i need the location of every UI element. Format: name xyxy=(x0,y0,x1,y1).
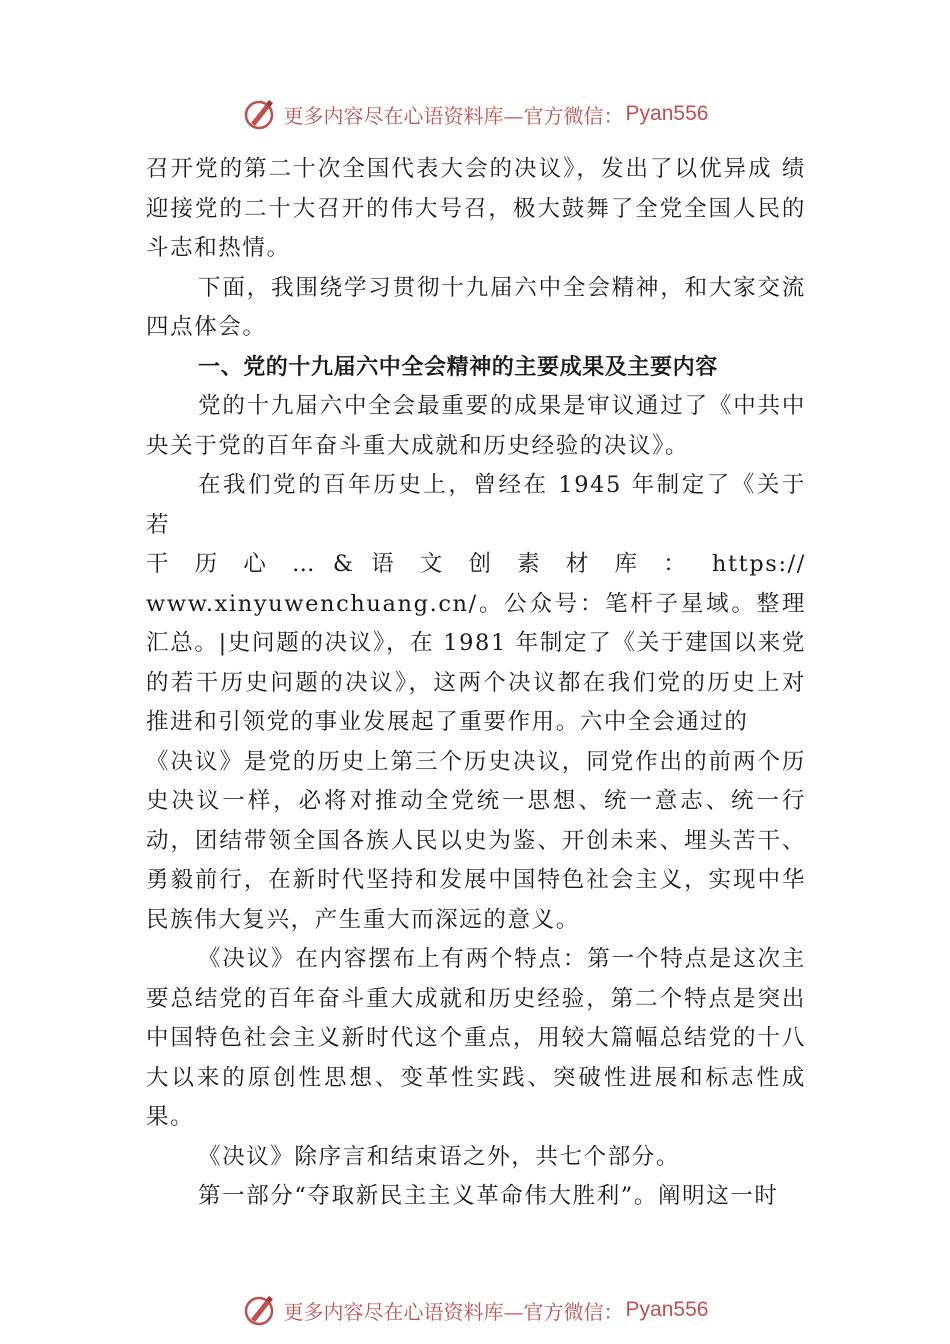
paragraph-7: 《决议》除序言和结束语之外，共七个部分。 xyxy=(198,1143,681,1170)
paragraph-3: 党的十九届六中全会最重要的成果是审议通过了《中共中央关于党的百年奋斗重大成就和历史经验的决议》。 xyxy=(146,393,806,459)
header-slogan: 更多内容尽在心语资料库—官方微信： xyxy=(283,103,624,128)
pen-circle-logo-icon xyxy=(242,1292,278,1328)
paragraph-4-rest: www.xinyuwenchuang.cn/。公众号：笔杆子星域。整理汇总。|史问题的决议》，在 1981 年制定了《关于建国以来党的若干历史问题的决议》，这两个决议都在我们党的历史上对 推进和引领党的事业发展起了重要作用。六中全会通过的 xyxy=(146,590,806,735)
header-wechat-id: Pyan556 xyxy=(625,102,709,125)
footer-banner xyxy=(0,1290,950,1330)
footer-wechat-id: Pyan556 xyxy=(625,1298,709,1321)
document-body xyxy=(146,150,806,1217)
paragraph-2: 下面，我围绕学习贯彻十九届六中全会精神，和大家交流四点体会。 xyxy=(146,274,806,340)
paragraph-6: 《决议》在内容摆布上有两个特点：第一个特点是这次主要总结党的百年奋斗重大成就和历史经验，第二个特点是突出中国特色社会主义新时代这个重点，用较大篇幅总结党的十八大以来的原创性思想、变革性实践、突破性进展和标志性成果。 xyxy=(146,946,806,1130)
paragraph-1: 召开党的第二十次全国代表大会的决议》，发出了以优异成 绩迎接党的二十大召开的伟大号召，极大鼓舞了全党全国人民的斗志和热情。 xyxy=(146,156,806,261)
paragraph-4-line-1: 在我们党的百年历史上，曾经在 1945 年制定了《关于若 xyxy=(146,472,806,538)
pen-circle-logo-icon xyxy=(242,96,278,132)
header-banner xyxy=(0,94,950,134)
paragraph-4-line-2: 干 历 心 … & 语 文 创 素 材 库 ： https:// xyxy=(146,551,806,577)
paragraph-8: 第一部分“夺取新民主主义革命伟大胜利”。阐明这一时 xyxy=(198,1183,779,1209)
footer-slogan: 更多内容尽在心语资料库—官方微信： xyxy=(283,1299,624,1324)
section-heading-1: 一、党的十九届六中全会精神的主要成果及主要内容 xyxy=(198,354,718,380)
paragraph-5: 《决议》是党的历史上第三个历史决议，同党作出的前两个历史决议一样，必将对推动全党统一思想、统一意志、统一行动，团结带领全国各族人民以史为鉴、开创未来、埋头苦干、勇毅前行，在新时代坚持和发展中国特色社会主义，实现中华民族伟大复兴，产生重大而深远的意义。 xyxy=(146,748,806,933)
